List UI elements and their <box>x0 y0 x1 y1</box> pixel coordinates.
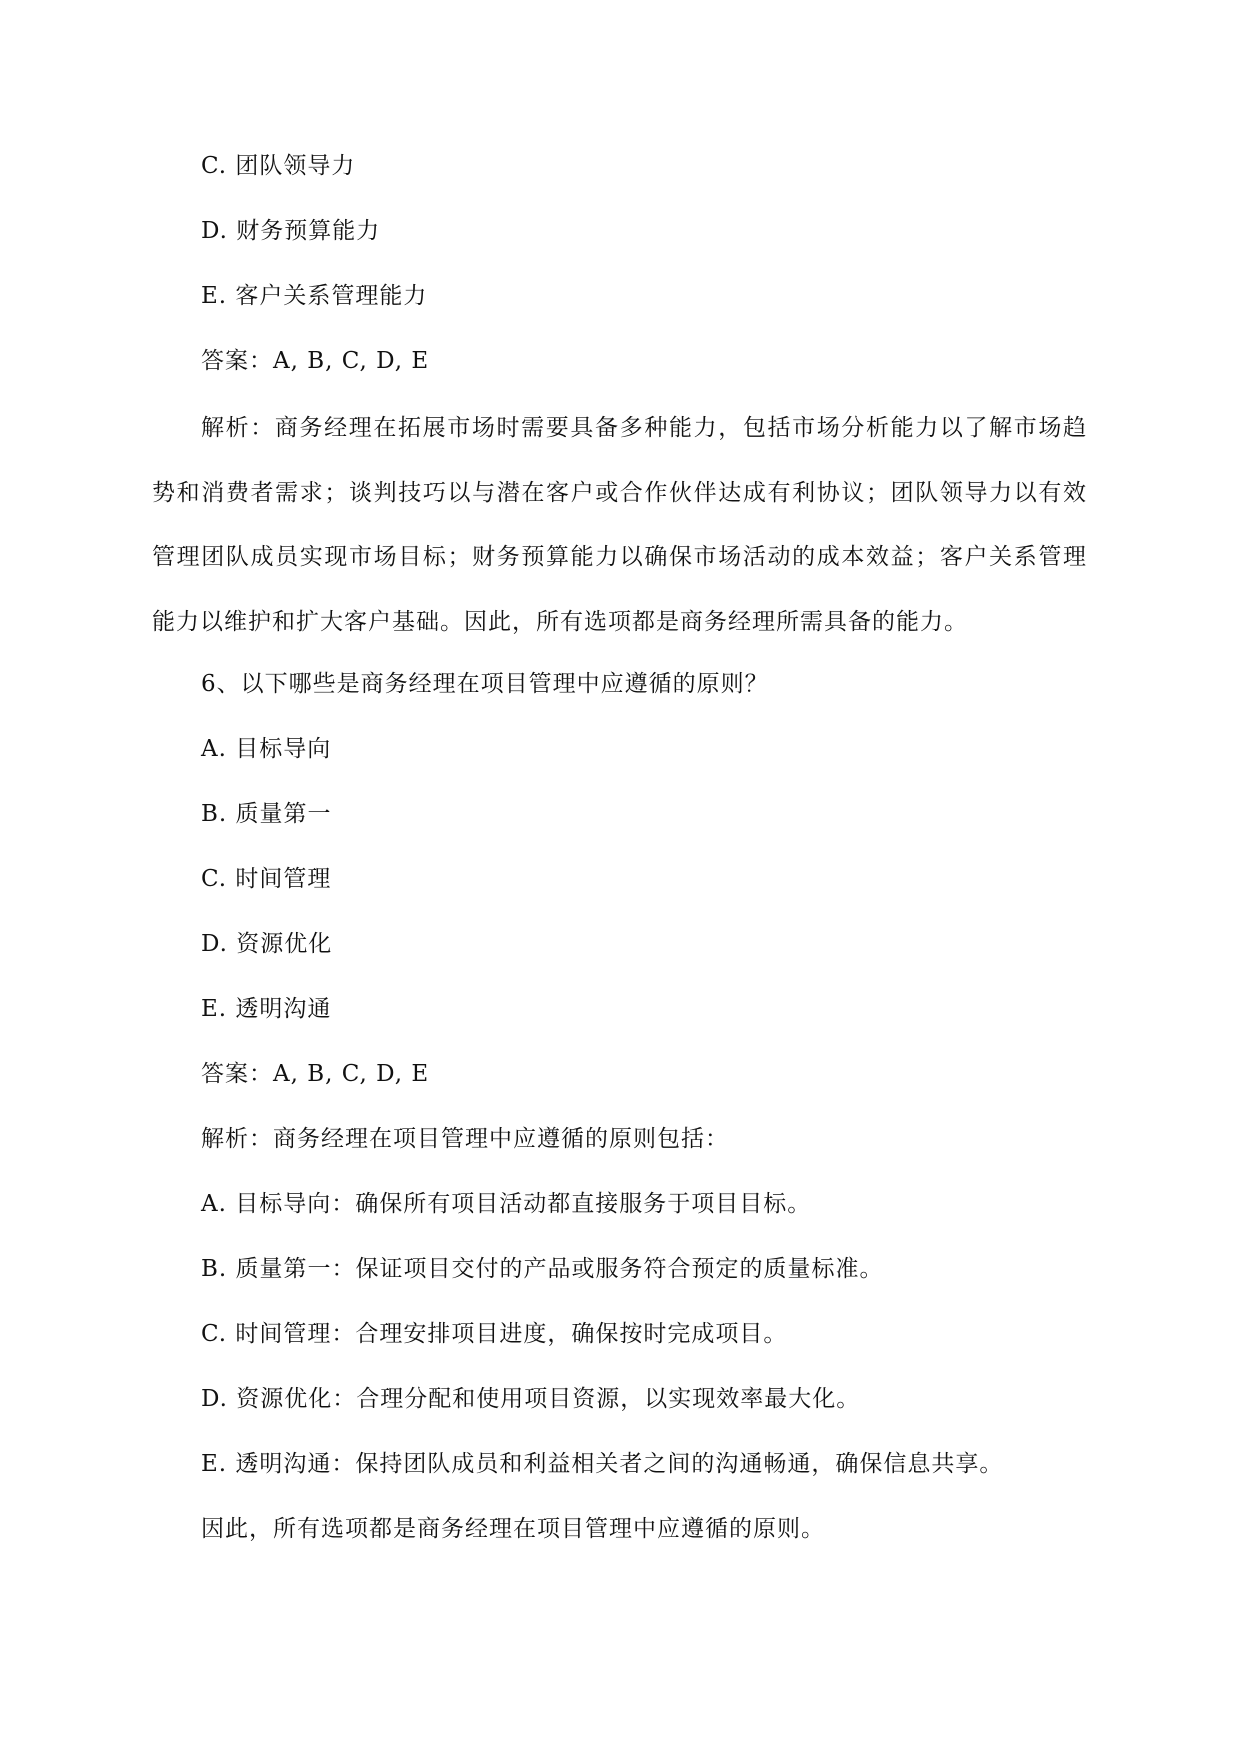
option-c-team-leadership: C. 团队领导力 <box>201 153 356 179</box>
option-d-financial-budget: D. 财务预算能力 <box>201 218 381 244</box>
q6-option-e: E. 透明沟通 <box>201 996 332 1022</box>
q6-explanation-e: E. 透明沟通：保持团队成员和利益相关者之间的沟通畅通，确保信息共享。 <box>201 1451 1004 1477</box>
analysis-paragraph: 解析：商务经理在拓展市场时需要具备多种能力，包括市场分析能力以了解市场趋势和消费者需求；谈判技巧以与潜在客户或合作伙伴达成有利协议；团队领导力以有效管理团队成员实现市场目标；财务预算能力以确保市场活动的成本效益；客户关系管理能力以维护和扩大客户基础。因此，所有选项都是商务经理所需具备的能力。 <box>152 415 1087 635</box>
q6-explanation-b: B. 质量第一：保证项目交付的产品或服务符合预定的质量标准。 <box>201 1256 884 1282</box>
q6-option-c: C. 时间管理 <box>201 866 332 892</box>
q6-option-a: A. 目标导向 <box>201 736 332 762</box>
q6-option-d: D. 资源优化 <box>201 931 333 957</box>
answer-line: 答案：A, B, C, D, E <box>201 348 430 374</box>
question-6-stem: 6、以下哪些是商务经理在项目管理中应遵循的原则？ <box>201 671 769 697</box>
q6-explanation-a: A. 目标导向：确保所有项目活动都直接服务于项目目标。 <box>201 1191 812 1217</box>
option-e-customer-relationship: E. 客户关系管理能力 <box>201 283 428 309</box>
q6-analysis-intro: 解析：商务经理在项目管理中应遵循的原则包括： <box>201 1126 729 1152</box>
q6-option-b: B. 质量第一 <box>201 801 332 827</box>
q6-explanation-d: D. 资源优化：合理分配和使用项目资源，以实现效率最大化。 <box>201 1386 861 1412</box>
q6-explanation-c: C. 时间管理：合理安排项目进度，确保按时完成项目。 <box>201 1321 788 1347</box>
q6-conclusion: 因此，所有选项都是商务经理在项目管理中应遵循的原则。 <box>201 1516 825 1542</box>
q6-answer-line: 答案：A, B, C, D, E <box>201 1061 430 1087</box>
